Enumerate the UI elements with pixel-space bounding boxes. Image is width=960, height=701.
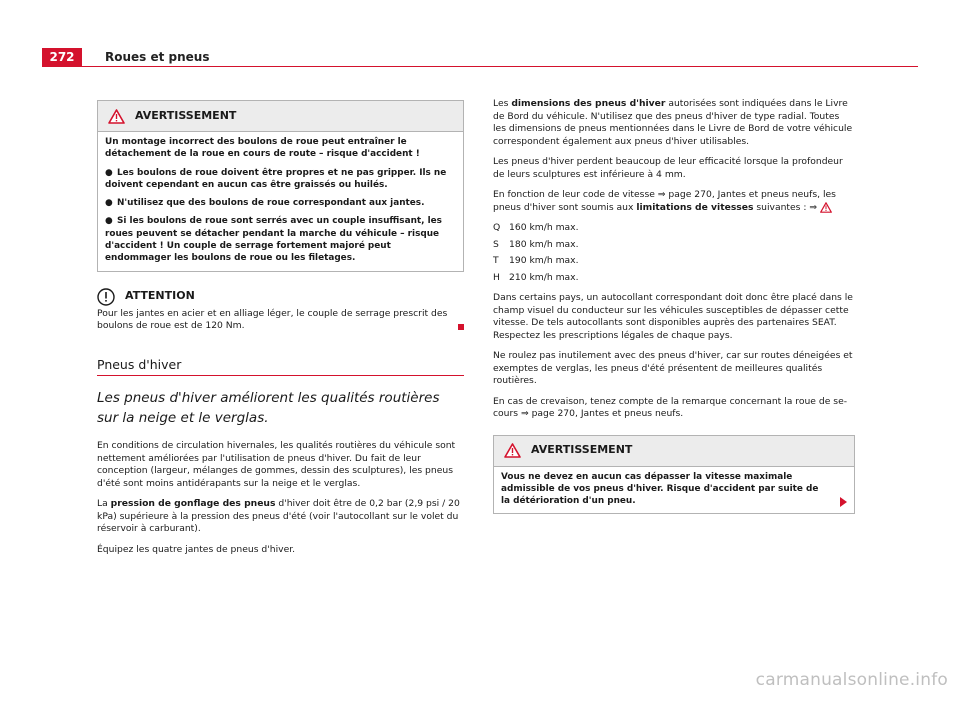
- body-paragraph: Dans certains pays, un autocollant correspondant doit donc être placé dans le champ visuel du conducteur sur les véhicules susceptibles de dépasser cette vitesse. De tels autocollants sont disponibles auprès des partenaires SEAT. Respectez les prescriptions légales de chaque pays.: [493, 292, 853, 341]
- warning-body: [494, 467, 854, 514]
- body-paragraph: Ne roulez pas inutilement avec des pneus d'hiver, car sur routes déneigées et exemptes de verglas, les pneus d'été présentent de meilleures qualités routières.: [493, 350, 853, 386]
- warning-item: ● Si les boulons de roue sont serrés avec un couple insuffisant, les roues peuvent se détacher pendant la marche du véhicule – risque d'accident ! Un couple de serrage fortement majoré peut endommager les boulons de roue ou les filetages.: [105, 216, 442, 264]
- body-paragraph: En cas de crevaison, tenez compte de la remarque concernant la roue de secours ⇒ page 270, Jantes et pneus neufs.: [493, 395, 848, 419]
- watermark: carmanualsonline.info: [755, 670, 948, 690]
- warning-triangle-icon: [108, 109, 125, 124]
- warning-intro: Un montage incorrect des boulons de roue peut entraîner le détachement de la roue en cours de route – risque d'accident !: [105, 137, 420, 160]
- speed-list: [493, 222, 855, 284]
- list-item: Q 160 km/h max.: [493, 222, 579, 233]
- warning-text: Vous ne devez en aucun cas dépasser la vitesse maximale admissible de vos pneus d'hiver. Risque d'accident par suite de la détérioration d'un pneu.: [501, 471, 819, 507]
- list-item: T 190 km/h max.: [493, 255, 579, 266]
- warning-box: [97, 100, 464, 272]
- body-paragraph: Les dimensions des pneus d'hiver autorisées sont indiquées dans le Livre de Bord du véhicule. N'utilisez que des pneus d'hiver de type radial. Toutes les dimensions de pneus mentionnées dans le Livre de Bord de votre véhicule correspondent également aux pneus d'hiver utilisables.: [493, 98, 853, 147]
- section-subtitle: Les pneus d'hiver améliorent les qualités routières sur la neige et le verglas.: [97, 390, 440, 427]
- continue-arrow-icon: [840, 497, 847, 507]
- warning-header: [494, 436, 854, 467]
- attention-icon: [97, 288, 115, 306]
- warning-item: ● Les boulons de roue doivent être propres et ne pas gripper. Ils ne doivent cependant en aucun cas être graissés ou huilés.: [105, 167, 447, 190]
- list-item: S 180 km/h max.: [493, 238, 579, 250]
- attention-header: [97, 288, 464, 306]
- page-number: 272: [42, 48, 82, 66]
- warning-label: AVERTISSEMENT: [531, 443, 633, 457]
- warning-triangle-icon[interactable]: [820, 202, 832, 213]
- body-paragraph: La pression de gonflage des pneus d'hiver doit être de 0,2 bar (2,9 psi / 20 kPa) supérieure à la pression des pneus d'été (voir l'autocollant sur le volet du réservoir à carburant).: [97, 498, 460, 535]
- left-column: [97, 100, 464, 564]
- warning-triangle-icon: [504, 443, 521, 458]
- list-item: H 210 km/h max.: [493, 271, 579, 283]
- header-rule: [42, 66, 918, 67]
- body-paragraph: En fonction de leur code de vitesse ⇒ page 270, Jantes et pneus neufs, les pneus d'hiver sont soumis aux limitations de vitesses suivantes : ⇒: [493, 189, 836, 213]
- warning-body: [98, 132, 463, 271]
- section-title: Pneus d'hiver: [97, 359, 464, 377]
- section-end-marker: [458, 324, 464, 330]
- right-column: [493, 98, 855, 514]
- warning-item: ● N'utilisez que des boulons de roue correspondant aux jantes.: [105, 198, 425, 209]
- attention-label: ATTENTION: [125, 289, 195, 303]
- warning-header: [98, 101, 463, 132]
- body-paragraph: En conditions de circulation hivernales, les qualités routières du véhicule sont nettement améliorées par l'utilisation de pneus d'hiver. Du fait de leur conception (largeur, mélanges de gommes, dessin des sculptures), les pneus d'été sont moins antidérapants sur la neige et le verglas.: [97, 440, 456, 489]
- chapter-title: Roues et pneus: [105, 50, 210, 64]
- warning-box: [493, 435, 855, 515]
- body-paragraph: Équipez les quatre jantes de pneus d'hiver.: [97, 543, 296, 555]
- attention-text: Pour les jantes en acier et en alliage léger, le couple de serrage prescrit des boulons de roue est de 120 Nm.: [97, 307, 448, 332]
- body-paragraph: Les pneus d'hiver perdent beaucoup de leur efficacité lorsque la profondeur de leurs sculptures est inférieure à 4 mm.: [493, 156, 843, 180]
- warning-label: AVERTISSEMENT: [135, 108, 237, 122]
